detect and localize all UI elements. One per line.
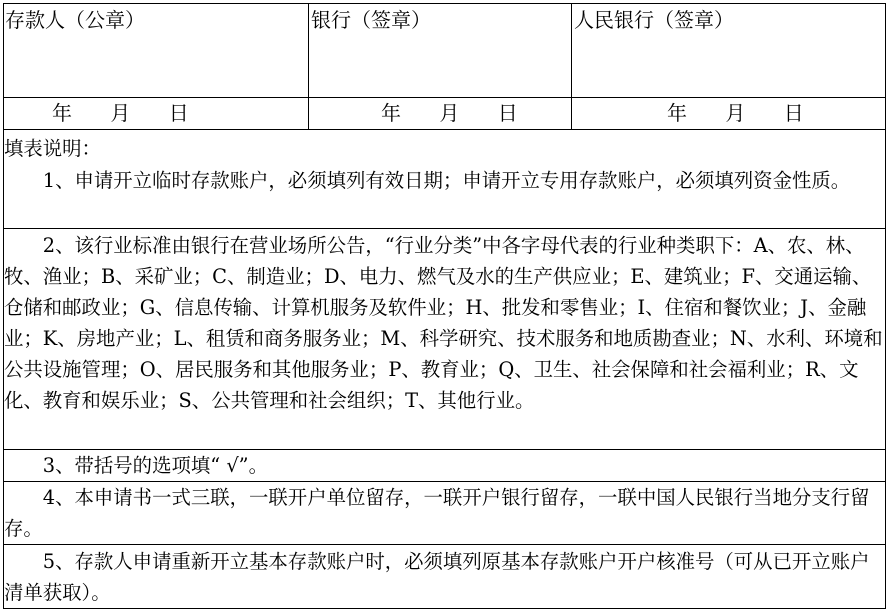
instruction-item-3: 3、带括号的选项填“ √”。 <box>4 454 268 477</box>
border-top <box>3 3 886 4</box>
divider-col-1 <box>308 3 309 130</box>
divider-item-1 <box>3 228 886 229</box>
instructions-heading: 填表说明： <box>4 137 101 160</box>
date-month: 月 <box>439 101 460 125</box>
divider-date-row-top <box>3 97 886 98</box>
border-right <box>885 3 886 609</box>
depositor-seal-label: 存款人（公章） <box>5 8 145 32</box>
date-year: 年 <box>52 101 72 125</box>
instruction-item-5: 5、存款人申请重新开立基本存款账户时，必须填列原基本存款账户开户核准号（可从已开立账户清单获取）。 <box>4 550 870 604</box>
divider-date-row-bottom <box>3 129 886 130</box>
instruction-item-1: 1、申请开立临时存款账户，必须填列有效日期；申请开立专用存款账户，必须填列资金性质。 <box>4 169 851 192</box>
pboc-seal-label: 人民银行（签章） <box>574 8 734 32</box>
divider-col-2 <box>571 3 572 130</box>
date-day: 日 <box>168 101 189 125</box>
border-bottom <box>3 608 886 609</box>
instruction-item-2: 2、该行业标准由银行在营业场所公告，“行业分类”中各字母代表的行业种类职下：A、农、林、牧、渔业；B、采矿业；C、制造业；D、电力、燃气及水的生产供应业；E、建筑业；F、交通运输、仓储和邮政业；G、信息传输、计算机服务及软件业；H、批发和零售业；I、住宿和餐饮业；J、金融业；K、房地产业；L、租赁和商务服务业；M、科学研究、技术服务和地质勘查业；N、水利、环境和公共设施管理；O、居民服务和其他服务业；P、教育业；Q、卫生、社会保障和社会福利业；R、文化、教育和娱乐业；S、公共管理和社会组织；T、其他行业。 <box>4 234 883 412</box>
bank-date <box>381 103 518 123</box>
instruction-item-4: 4、本申请书一式三联，一联开户单位留存，一联开户银行留存，一联中国人民银行当地分支行留存。 <box>4 486 870 540</box>
divider-item-4 <box>3 544 886 545</box>
depositor-date <box>52 103 189 123</box>
date-month: 月 <box>110 101 131 125</box>
bank-seal-label: 银行（签章） <box>311 8 431 32</box>
date-day: 日 <box>497 101 518 125</box>
date-year: 年 <box>667 101 687 125</box>
date-year: 年 <box>381 101 401 125</box>
date-day: 日 <box>783 101 804 125</box>
date-month: 月 <box>725 101 746 125</box>
pboc-date <box>667 103 804 123</box>
